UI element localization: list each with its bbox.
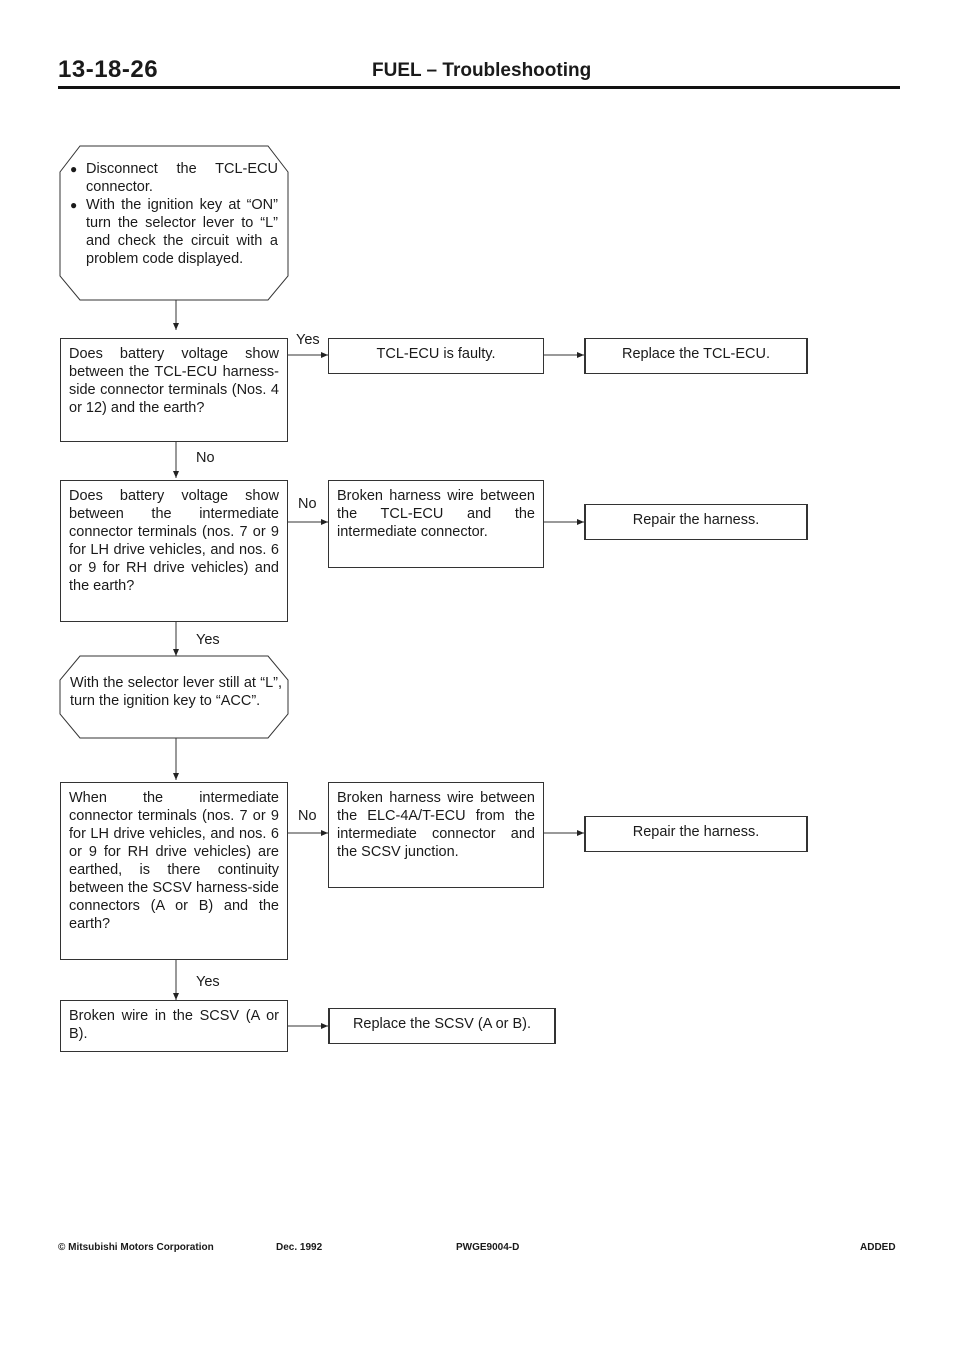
action-text: Repair the harness. <box>632 512 760 528</box>
footer-status: ADDED <box>860 1242 896 1253</box>
question-box-1 <box>60 338 288 442</box>
step1-bullet: ● Disconnect the TCL-ECU connector. <box>70 160 278 196</box>
page-number: 13-18-26 <box>58 56 159 83</box>
step1-bullet: ● With the ignition key at “ON” turn the selector lever to “L” and check the circuit with a problem code displayed. <box>70 196 278 268</box>
result-box-1 <box>328 338 544 374</box>
result-text: Broken harness wire between the TCL-ECU and the intermediate connector. <box>337 488 535 540</box>
question-text: Does battery voltage show between the TCL-ECU harness-side connector terminals (Nos. 4 or 12) and the earth? <box>69 346 279 416</box>
result-box-3 <box>328 782 544 888</box>
question-text: Does battery voltage show between the intermediate connector terminals (nos. 7 or 9 for LH drive vehicles, and nos. 6 or 9 for RH drive vehicles) and the earth? <box>69 488 279 594</box>
yes-label: Yes <box>196 632 220 648</box>
result-text: TCL-ECU is faulty. <box>376 346 496 362</box>
question-box-2 <box>60 480 288 622</box>
page-title: FUEL – Troubleshooting <box>372 60 592 81</box>
footer-date: Dec. 1992 <box>276 1242 323 1253</box>
action-box-2 <box>584 504 808 540</box>
question-text: When the intermediate connector terminals (nos. 7 or 9 for LH drive vehicles, and nos. 6 or 9 for RH drive vehicles) are earthed, is there continuity between the SCSV harness-side connectors (A or B) and the earth? <box>69 790 279 932</box>
question-box-3 <box>60 782 288 960</box>
action-text: Replace the SCSV (A or B). <box>352 1016 532 1032</box>
no-label: No <box>298 496 317 512</box>
step2-paragraph: With the selector lever still at “L”, turn the ignition key to “ACC”. <box>70 675 282 709</box>
step2-text <box>66 674 286 710</box>
yes-label: Yes <box>296 332 320 348</box>
footer-copyright: © Mitsubishi Motors Corporation <box>58 1242 214 1253</box>
action-box-4 <box>328 1008 556 1044</box>
result-text: Broken wire in the SCSV (A or B). <box>69 1008 279 1042</box>
action-box-1 <box>584 338 808 374</box>
footer-code: PWGE9004-D <box>456 1242 520 1253</box>
result-text: Broken harness wire between the ELC-4A/T-ECU from the intermediate connector and the SCSV junction. <box>337 790 535 860</box>
action-text: Replace the TCL-ECU. <box>621 346 771 362</box>
action-text: Repair the harness. <box>632 824 760 840</box>
no-label: No <box>298 808 317 824</box>
yes-label: Yes <box>196 974 220 990</box>
step1-text <box>66 160 282 268</box>
action-box-3 <box>584 816 808 852</box>
result-box-4 <box>60 1000 288 1052</box>
result-box-2 <box>328 480 544 568</box>
no-label: No <box>196 450 215 466</box>
